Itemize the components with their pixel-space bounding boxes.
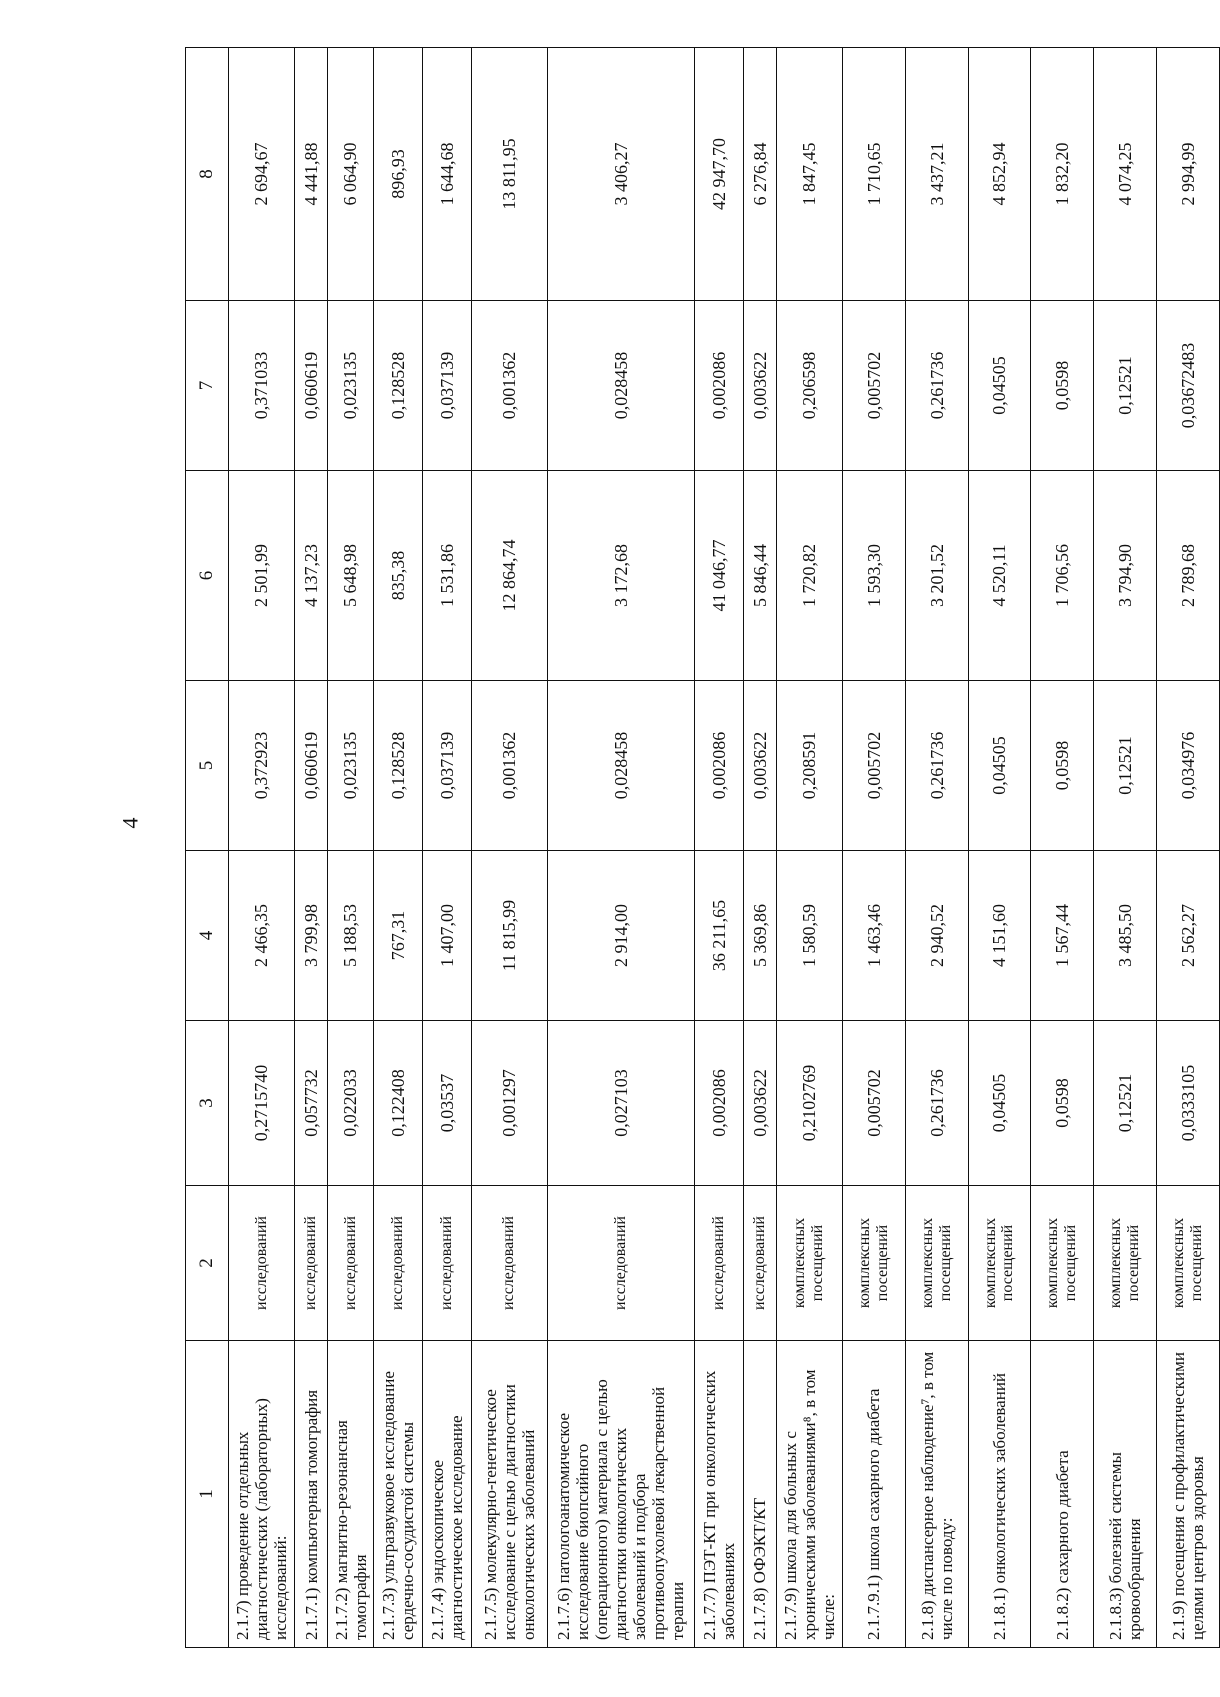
unit-cell: комплексных посещений	[842, 1186, 905, 1341]
rotated-table-frame	[185, 48, 1220, 1648]
value-cell: 4 151,60	[968, 851, 1031, 1021]
value-cell: 0,027103	[547, 1021, 694, 1186]
value-cell: 0,0333105	[1157, 1021, 1220, 1186]
value-cell: 12 864,74	[471, 471, 547, 681]
value-cell: 0,022033	[328, 1021, 374, 1186]
unit-cell: комплексных посещений	[968, 1186, 1031, 1341]
row-label-cell: 2.1.7.8) ОФЭКТ/КТ	[743, 1341, 776, 1648]
row-label-cell: 2.1.8.2) сахарного диабета	[1031, 1341, 1094, 1648]
value-cell: 0,060619	[295, 301, 328, 471]
value-cell: 2 501,99	[229, 471, 295, 681]
value-cell: 3 172,68	[547, 471, 694, 681]
value-cell: 1 706,56	[1031, 471, 1094, 681]
table-row	[1094, 48, 1157, 1648]
value-cell: 3 201,52	[905, 471, 968, 681]
table-row	[1031, 48, 1094, 1648]
value-cell: 1 580,59	[776, 851, 842, 1021]
column-header: 2	[186, 1186, 229, 1341]
value-cell: 1 847,45	[776, 48, 842, 301]
value-cell: 0,037139	[422, 681, 471, 851]
unit-cell: комплексных посещений	[1157, 1186, 1220, 1341]
value-cell: 0,002086	[694, 1021, 743, 1186]
value-cell: 0,005702	[842, 681, 905, 851]
unit-cell: комплексных посещений	[905, 1186, 968, 1341]
value-cell: 0,003622	[743, 1021, 776, 1186]
value-cell: 0,023135	[328, 681, 374, 851]
value-cell: 4 074,25	[1094, 48, 1157, 301]
row-label-cell: 2.1.7.1) компьютерная томография	[295, 1341, 328, 1648]
table-row	[842, 48, 905, 1648]
table-body	[229, 48, 1220, 1648]
value-cell: 835,38	[374, 471, 423, 681]
value-cell: 11 815,99	[471, 851, 547, 1021]
column-header: 4	[186, 851, 229, 1021]
value-cell: 0,04505	[968, 681, 1031, 851]
value-cell: 0,002086	[694, 681, 743, 851]
unit-cell: исследований	[229, 1186, 295, 1341]
value-cell: 0,261736	[905, 301, 968, 471]
table-row	[422, 48, 471, 1648]
value-cell: 3 799,98	[295, 851, 328, 1021]
unit-cell: исследований	[694, 1186, 743, 1341]
value-cell: 6 276,84	[743, 48, 776, 301]
table-row	[328, 48, 374, 1648]
value-cell: 3 485,50	[1094, 851, 1157, 1021]
value-cell: 3 406,27	[547, 48, 694, 301]
value-cell: 896,93	[374, 48, 423, 301]
value-cell: 0,03672483	[1157, 301, 1220, 471]
row-label-cell: 2.1.7.5) молекулярно-генетическое исследование с целью диагностики онкологических заболеваний	[471, 1341, 547, 1648]
column-header: 5	[186, 681, 229, 851]
data-table	[185, 47, 1220, 1648]
value-cell: 1 463,46	[842, 851, 905, 1021]
column-header: 8	[186, 48, 229, 301]
table-row	[229, 48, 295, 1648]
value-cell: 1 710,65	[842, 48, 905, 301]
column-header: 3	[186, 1021, 229, 1186]
value-cell: 5 188,53	[328, 851, 374, 1021]
value-cell: 2 694,67	[229, 48, 295, 301]
value-cell: 2 466,35	[229, 851, 295, 1021]
value-cell: 2 940,52	[905, 851, 968, 1021]
value-cell: 0,028458	[547, 301, 694, 471]
unit-cell: комплексных посещений	[1094, 1186, 1157, 1341]
table-row	[905, 48, 968, 1648]
value-cell: 6 064,90	[328, 48, 374, 301]
table-row	[743, 48, 776, 1648]
row-label-cell: 2.1.7.3) ультразвуковое исследование сердечно-сосудистой системы	[374, 1341, 423, 1648]
value-cell: 0,0598	[1031, 681, 1094, 851]
value-cell: 5 846,44	[743, 471, 776, 681]
value-cell: 41 046,77	[694, 471, 743, 681]
row-label-cell: 2.1.7.4) эндоскопическое диагностическое исследование	[422, 1341, 471, 1648]
value-cell: 4 441,88	[295, 48, 328, 301]
row-label-cell: 2.1.8) диспансерное наблюдение⁷, в том числе по поводу:	[905, 1341, 968, 1648]
unit-cell: комплексных посещений	[776, 1186, 842, 1341]
value-cell: 2 562,27	[1157, 851, 1220, 1021]
unit-cell: исследований	[547, 1186, 694, 1341]
row-label-cell: 2.1.7.6) патологоанатомическое исследование биопсийного (операционного) материала с целью диагностики онкологических заболеваний и подбора противоопухолевой лекарственной терапии	[547, 1341, 694, 1648]
header-row	[186, 48, 229, 1648]
unit-cell: исследований	[328, 1186, 374, 1341]
value-cell: 0,057732	[295, 1021, 328, 1186]
row-label-cell: 2.1.8.1) онкологических заболеваний	[968, 1341, 1031, 1648]
value-cell: 0,04505	[968, 1021, 1031, 1186]
table-row	[374, 48, 423, 1648]
value-cell: 0,371033	[229, 301, 295, 471]
value-cell: 5 648,98	[328, 471, 374, 681]
value-cell: 0,208591	[776, 681, 842, 851]
value-cell: 1 407,00	[422, 851, 471, 1021]
value-cell: 0,001297	[471, 1021, 547, 1186]
value-cell: 0,122408	[374, 1021, 423, 1186]
table-row	[471, 48, 547, 1648]
value-cell: 0,0598	[1031, 1021, 1094, 1186]
value-cell: 0,261736	[905, 681, 968, 851]
unit-cell: исследований	[471, 1186, 547, 1341]
value-cell: 0,003622	[743, 681, 776, 851]
unit-cell: исследований	[295, 1186, 328, 1341]
value-cell: 0,005702	[842, 1021, 905, 1186]
row-label-cell: 2.1.8.3) болезней системы кровообращения	[1094, 1341, 1157, 1648]
value-cell: 0,03537	[422, 1021, 471, 1186]
value-cell: 0,001362	[471, 681, 547, 851]
value-cell: 4 137,23	[295, 471, 328, 681]
unit-cell: комплексных посещений	[1031, 1186, 1094, 1341]
value-cell: 0,001362	[471, 301, 547, 471]
table-row	[694, 48, 743, 1648]
value-cell: 4 520,11	[968, 471, 1031, 681]
value-cell: 5 369,86	[743, 851, 776, 1021]
row-label-cell: 2.1.7) проведение отдельных диагностических (лабораторных) исследований:	[229, 1341, 295, 1648]
value-cell: 0,372923	[229, 681, 295, 851]
value-cell: 1 567,44	[1031, 851, 1094, 1021]
value-cell: 42 947,70	[694, 48, 743, 301]
column-header: 1	[186, 1341, 229, 1648]
table-row	[295, 48, 328, 1648]
row-label-cell: 2.1.7.9) школа для больных с хроническими заболеваниями⁸, в том числе:	[776, 1341, 842, 1648]
row-label-cell: 2.1.7.2) магнитно-резонансная томография	[328, 1341, 374, 1648]
value-cell: 0,12521	[1094, 681, 1157, 851]
value-cell: 0,034976	[1157, 681, 1220, 851]
row-label-cell: 2.1.7.7) ПЭТ-КТ при онкологических заболеваниях	[694, 1341, 743, 1648]
table-row	[547, 48, 694, 1648]
value-cell: 1 531,86	[422, 471, 471, 681]
value-cell: 0,002086	[694, 301, 743, 471]
table-container	[185, 48, 1220, 1648]
column-header: 6	[186, 471, 229, 681]
value-cell: 0,12521	[1094, 1021, 1157, 1186]
value-cell: 0,023135	[328, 301, 374, 471]
column-header: 7	[186, 301, 229, 471]
value-cell: 0,128528	[374, 681, 423, 851]
value-cell: 0,028458	[547, 681, 694, 851]
value-cell: 1 593,30	[842, 471, 905, 681]
value-cell: 0,12521	[1094, 301, 1157, 471]
value-cell: 0,003622	[743, 301, 776, 471]
value-cell: 0,128528	[374, 301, 423, 471]
unit-cell: исследований	[422, 1186, 471, 1341]
row-label-cell: 2.1.7.9.1) школа сахарного диабета	[842, 1341, 905, 1648]
row-label-cell: 2.1.9) посещения с профилактическими целями центров здоровья	[1157, 1341, 1220, 1648]
value-cell: 0,261736	[905, 1021, 968, 1186]
value-cell: 3 437,21	[905, 48, 968, 301]
value-cell: 0,04505	[968, 301, 1031, 471]
value-cell: 1 720,82	[776, 471, 842, 681]
value-cell: 3 794,90	[1094, 471, 1157, 681]
value-cell: 1 832,20	[1031, 48, 1094, 301]
table-row	[776, 48, 842, 1648]
value-cell: 36 211,65	[694, 851, 743, 1021]
value-cell: 0,037139	[422, 301, 471, 471]
unit-cell: исследований	[374, 1186, 423, 1341]
value-cell: 0,005702	[842, 301, 905, 471]
unit-cell: исследований	[743, 1186, 776, 1341]
value-cell: 13 811,95	[471, 48, 547, 301]
value-cell: 2 789,68	[1157, 471, 1220, 681]
value-cell: 0,2715740	[229, 1021, 295, 1186]
value-cell: 0,2102769	[776, 1021, 842, 1186]
value-cell: 2 914,00	[547, 851, 694, 1021]
value-cell: 1 644,68	[422, 48, 471, 301]
value-cell: 2 994,99	[1157, 48, 1220, 301]
value-cell: 767,31	[374, 851, 423, 1021]
page-number: 4	[117, 817, 143, 829]
value-cell: 4 852,94	[968, 48, 1031, 301]
value-cell: 0,060619	[295, 681, 328, 851]
table-row	[968, 48, 1031, 1648]
value-cell: 0,206598	[776, 301, 842, 471]
value-cell: 0,0598	[1031, 301, 1094, 471]
table-row	[1157, 48, 1220, 1648]
